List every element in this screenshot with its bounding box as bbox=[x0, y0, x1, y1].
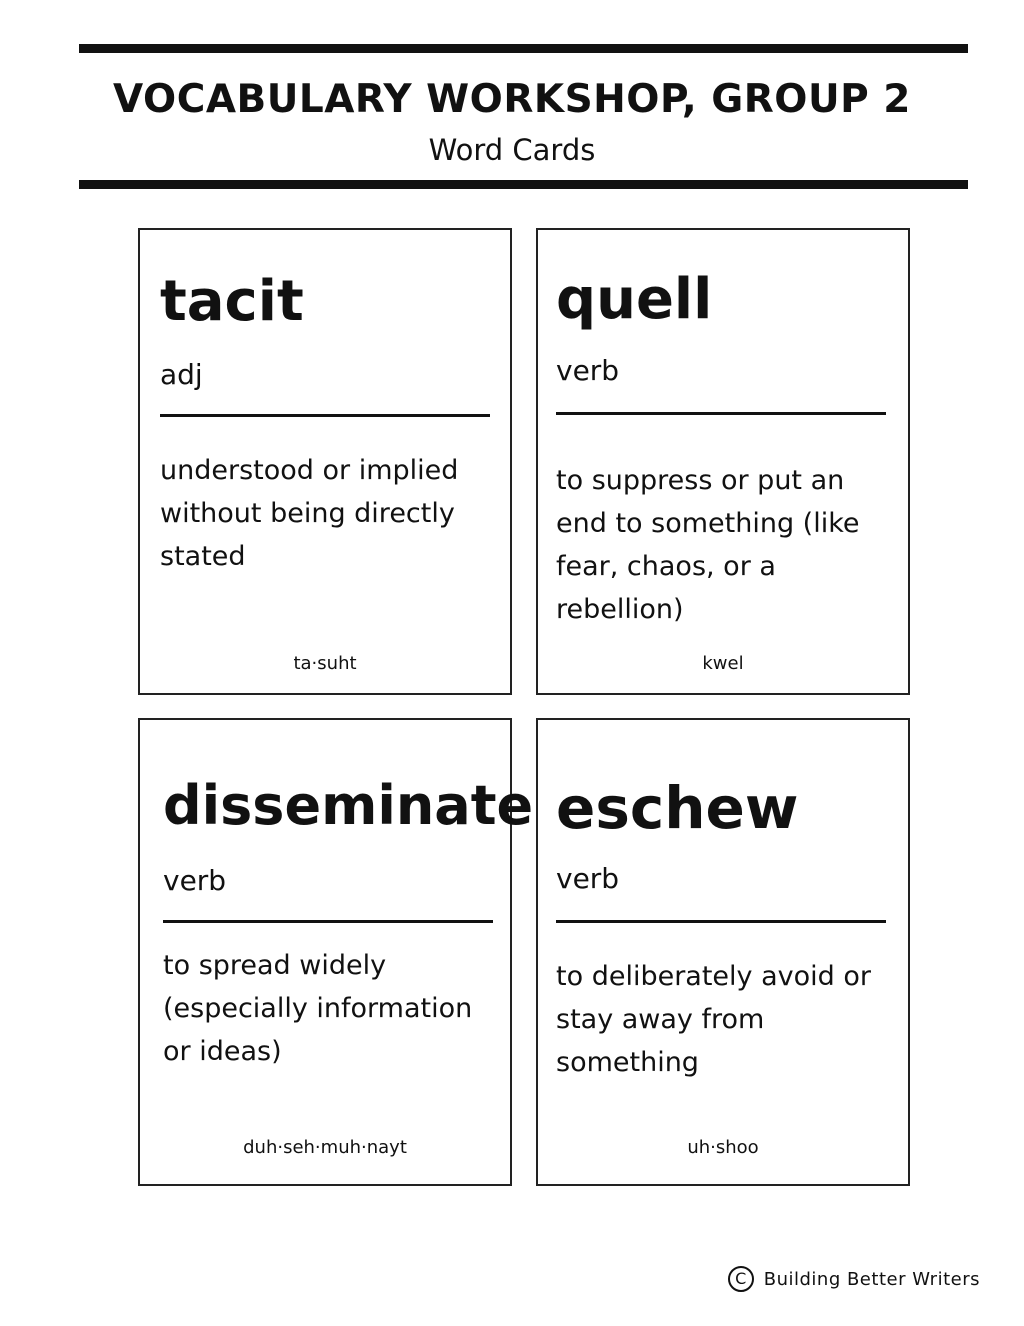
word-card-disseminate bbox=[138, 718, 534, 1186]
card-pronunciation: duh·seh·muh·nayt bbox=[243, 1137, 407, 1158]
word-card-tacit bbox=[138, 228, 512, 695]
card-pronunciation: uh·shoo bbox=[687, 1137, 759, 1158]
card-word: eschew bbox=[556, 774, 799, 842]
card-part-of-speech: verb bbox=[163, 864, 227, 897]
word-card-eschew bbox=[536, 718, 910, 1186]
page-title: VOCABULARY WORKSHOP, GROUP 2 bbox=[113, 77, 911, 122]
card-divider bbox=[556, 920, 886, 923]
card-part-of-speech: verb bbox=[556, 354, 620, 387]
word-card-quell bbox=[536, 228, 910, 695]
card-word: quell bbox=[556, 267, 713, 332]
footer-credit bbox=[728, 1262, 980, 1296]
card-pronunciation: ta·suht bbox=[293, 653, 357, 674]
footer-credit-text: Building Better Writers bbox=[763, 1268, 980, 1290]
header-bottom-rule bbox=[79, 180, 968, 189]
card-definition: understood or implied without being directly stated bbox=[160, 455, 459, 572]
card-definition: to deliberately avoid or stay away from something bbox=[556, 961, 871, 1078]
card-word: tacit bbox=[160, 269, 304, 334]
card-definition: to suppress or put an end to something (like fear, chaos, or a rebellion) bbox=[556, 465, 860, 625]
card-definition: to spread widely (especially information or ideas) bbox=[163, 950, 473, 1067]
card-divider bbox=[160, 414, 490, 417]
card-divider bbox=[556, 412, 886, 415]
page-subtitle: Word Cards bbox=[428, 133, 596, 167]
card-part-of-speech: verb bbox=[556, 862, 620, 895]
copyright-icon: C bbox=[728, 1266, 754, 1292]
card-word: disseminate bbox=[163, 774, 534, 837]
header-top-rule bbox=[79, 44, 968, 53]
card-divider bbox=[163, 920, 493, 923]
card-pronunciation: kwel bbox=[702, 653, 744, 674]
card-part-of-speech: adj bbox=[160, 358, 203, 391]
